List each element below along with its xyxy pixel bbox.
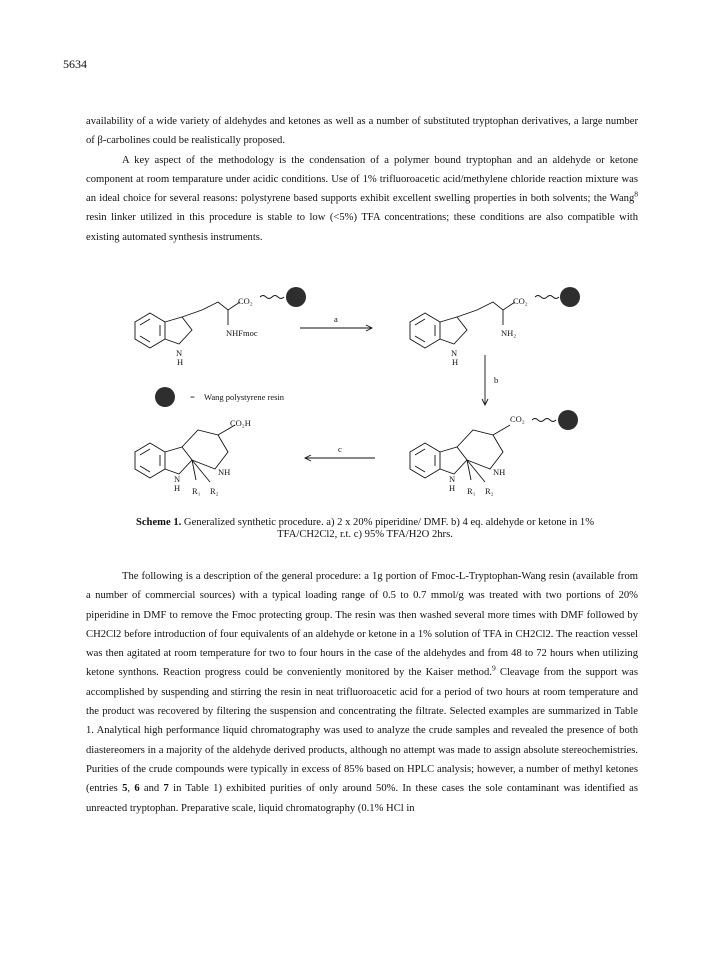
- label-co2h: CO₂H: [230, 418, 251, 428]
- label-co2: CO₂: [510, 414, 525, 424]
- resin-bead-icon: [560, 287, 580, 307]
- label-h: H: [452, 357, 459, 367]
- label-nh: NH: [493, 467, 506, 477]
- caption-label: Scheme 1.: [135, 517, 182, 528]
- legend-resin-label: Wang polystyrene resin: [204, 392, 285, 402]
- label-n: N: [174, 474, 181, 484]
- resin-bead-icon: [286, 287, 306, 307]
- scheme-caption: [95, 517, 635, 541]
- step-a-label: a: [334, 314, 338, 324]
- label-n: N: [451, 348, 458, 358]
- legend-equals: =: [190, 392, 195, 402]
- label-co2: CO₂: [238, 296, 253, 306]
- label-h: H: [174, 483, 181, 493]
- legend-resin-bead-icon: [155, 387, 175, 407]
- step-b-label: b: [494, 375, 499, 385]
- procedure-text-block: [86, 567, 638, 818]
- structure-fmoc-trp-resin: [135, 296, 284, 349]
- paragraph-3: The following is a description of the general procedure: a 1g portion of Fmoc-L-Tryptophan-Wang resin (available from a number of commercial sources) with a typical loading range of 0.5 to 0.7 mmol/g was treated with two portions of 20% piperidine in DMF to remove the Fmoc protecting group. The resin was then washed several more times with DMF followed by CH2Cl2 before introduction of four equivalents of an aldehyde or ketone in a 1% solution of TFA in CH2Cl2. The reaction vessel was then agitated at room temperature for two to four hours in the case of the aldehydes and from 48 to 72 hours when utilizing ketone synthons. Reaction progress could be conveniently monitored by the Kaiser method.$^9$ Cleavage from the support was accomplished by suspending and stirring the resin in neat trifluoroacetic acid for a period of two hours at room temperature and the product was recovered by filtering the suspension and concentrating the filtrate. Selected examples are summarized in Table 1. Analytical high performance liquid chromatography was used to analyze the crude samples and revealed the presence of both diastereomers in a majority of the aldehyde derived products, although no attempt was made to assign absolute stereochemistries. Purities of the crude compounds were typically in excess of 85% based on HPLC analysis; however, a number of methyl ketones (entries 5, 6 and 7 in Table 1) exhibited purities of only around 50%. In these cases the sole contaminant was identified as unreacted tryptophan. Preparative scale, liquid chromatography (0.1% HCl in: [86, 571, 639, 814]
- caption-line-1: Generalized synthetic procedure. a) 2 x 20% piperidine/ DMF. b) 4 eq. aldehyde or ketone in 1%: [181, 517, 595, 528]
- label-nhfmoc: NHFmoc: [226, 328, 258, 338]
- reaction-scheme: [110, 270, 610, 510]
- label-n: N: [176, 348, 183, 358]
- label-nh2: NH₂: [501, 328, 517, 338]
- structure-trp-resin: [410, 296, 559, 349]
- page-number: 5634: [63, 57, 87, 71]
- paragraph-2: A key aspect of the methodology is the condensation of a polymer bound tryptophan and an aldehyde or ketone component at room temparature under acidic conditions. Use of 1% trifluoroacetic acid/methylene chloride reaction mixture was an ideal choice for several reasons: polystyrene based supports exhibit excellent swelling properties in both solvents; the Wang$^8$ resin linker utilized in this procedure is stable to low (<5%) TFA concentrations; these conditions are also compatible with existing automated synthesis instruments.: [86, 154, 638, 243]
- label-co2: CO₂: [513, 296, 528, 306]
- label-r1: R₁: [192, 486, 201, 496]
- resin-bead-icon: [558, 410, 578, 430]
- label-n: N: [449, 474, 456, 484]
- label-r2: R₂: [210, 486, 219, 496]
- label-nh: NH: [218, 467, 231, 477]
- label-r1: R₁: [467, 486, 476, 496]
- intro-text-block: [86, 112, 638, 247]
- paragraph-1: availability of a wide variety of aldehydes and ketones as well as a number of substituted tryptophan derivatives, a large number of β-carbolines could be realistically proposed.: [86, 116, 638, 147]
- label-h: H: [449, 483, 456, 493]
- label-r2: R₂: [485, 486, 494, 496]
- step-c-label: c: [338, 444, 342, 454]
- label-h: H: [177, 357, 184, 367]
- structure-carboline-resin: [410, 419, 556, 483]
- caption-line-2: TFA/CH2Cl2, r.t. c) 95% TFA/H2O 2hrs.: [277, 529, 453, 540]
